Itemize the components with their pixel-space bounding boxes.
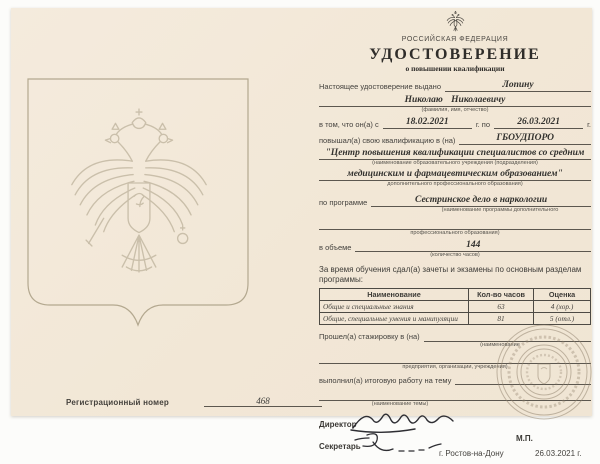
volume-row (319, 240, 591, 252)
issued-surname-field: Лопину (445, 80, 591, 92)
period-row (319, 117, 591, 129)
row2-name: Общие, специальные умения и манипуляции (320, 312, 469, 324)
country-heading: РОССИЙСКАЯ ФЕДЕРАЦИЯ (401, 36, 509, 43)
volume-caption: (количество часов) (430, 252, 480, 259)
exams-intro: За время обучения сдал(а) зачеты и экзамены по основным разделам программы: (319, 264, 582, 284)
col-name: Наименование (320, 288, 469, 300)
institution-line1-field: "Центр повышения квалификации специалистов со средним (319, 148, 591, 160)
registration-label: Регистрационный номер (66, 398, 169, 407)
certificate-subtitle: о повышении квалификации (405, 64, 505, 73)
institution-label: повышал(а) свою квалификацию в (на) (319, 135, 456, 145)
date-from-field: 18.02.2021 (383, 117, 472, 129)
volume-field: 144 (355, 240, 591, 252)
secretary-signature (353, 432, 453, 458)
marks-header-row (320, 288, 591, 300)
program-cont-field (319, 219, 591, 230)
issued-label: Настоящее удостоверение выдано (319, 82, 441, 92)
table-row (320, 300, 591, 312)
program-caption2: профессионального образования) (410, 229, 500, 236)
period-from-label: в том, что он(а) с (319, 119, 379, 129)
eagle-emblem-icon (445, 11, 466, 35)
name-caption: (фамилия, имя, отчество) (421, 106, 489, 113)
program-caption1: (наименование программы дополнительного (441, 207, 559, 214)
institution-caption1: (наименование образовательного учреждения (подразделения) (372, 160, 538, 167)
row1-grade: 4 (хор.) (534, 300, 591, 312)
director-label: Директор (319, 419, 357, 429)
col-hours: Кол-во часов (469, 288, 534, 300)
program-label: по программе (319, 197, 368, 207)
coat-of-arms-watermark-icon (55, 104, 223, 304)
program-row (319, 195, 591, 207)
row1-name: Общие и специальные знания (320, 300, 469, 312)
program-cont-row (319, 219, 591, 230)
issued-row (319, 80, 591, 92)
seal-place-label: М.П. (516, 433, 533, 443)
final-work-caption: (наименование темы) (371, 401, 429, 408)
volume-label: в объеме (319, 242, 352, 252)
name-row (319, 95, 591, 107)
institution-line1-row (319, 148, 591, 160)
institution-line2-field: медицинским и фармацевтическим образованием" (319, 169, 591, 181)
issue-date: 26.03.2021 г. (535, 448, 582, 458)
institution-abbr-field: ГБОУДПОРО (459, 133, 591, 145)
period-mid-label: г. по (475, 119, 491, 129)
marks-table (319, 288, 591, 325)
certificate-title: УДОСТОВЕРЕНИЕ (369, 46, 541, 63)
internship-label: Прошел(а) стажировку в (на) (319, 332, 420, 342)
certificate-paper (11, 8, 592, 458)
name-patronymic-field: Николаю Николаевичу (319, 95, 591, 107)
registration-number: 468 (204, 396, 322, 407)
institution-line2-row (319, 169, 591, 181)
row1-hours: 63 (469, 300, 534, 312)
program-field: Сестринское дело в наркологии (371, 195, 591, 207)
col-grade: Оценка (534, 288, 591, 300)
director-signature (349, 408, 459, 434)
internship-caption2: предприятия, организации, учреждения) (402, 363, 508, 370)
date-to-field: 26.03.2021 (494, 117, 583, 129)
issue-city: г. Ростов-на-Дону (439, 448, 504, 458)
row2-grade: 5 (отл.) (534, 312, 591, 324)
period-end-label: г. (587, 119, 592, 129)
secretary-label: Секретарь (319, 441, 361, 451)
internship-caption1: (наименование (480, 341, 520, 348)
institution-row (319, 133, 591, 145)
round-seal-icon (494, 322, 594, 422)
registration-row (66, 396, 326, 410)
row2-hours: 81 (469, 312, 534, 324)
institution-caption2: дополнительного профессионального образования) (387, 180, 523, 187)
final-work-label: выполнил(а) итоговую работу на тему (319, 375, 452, 385)
